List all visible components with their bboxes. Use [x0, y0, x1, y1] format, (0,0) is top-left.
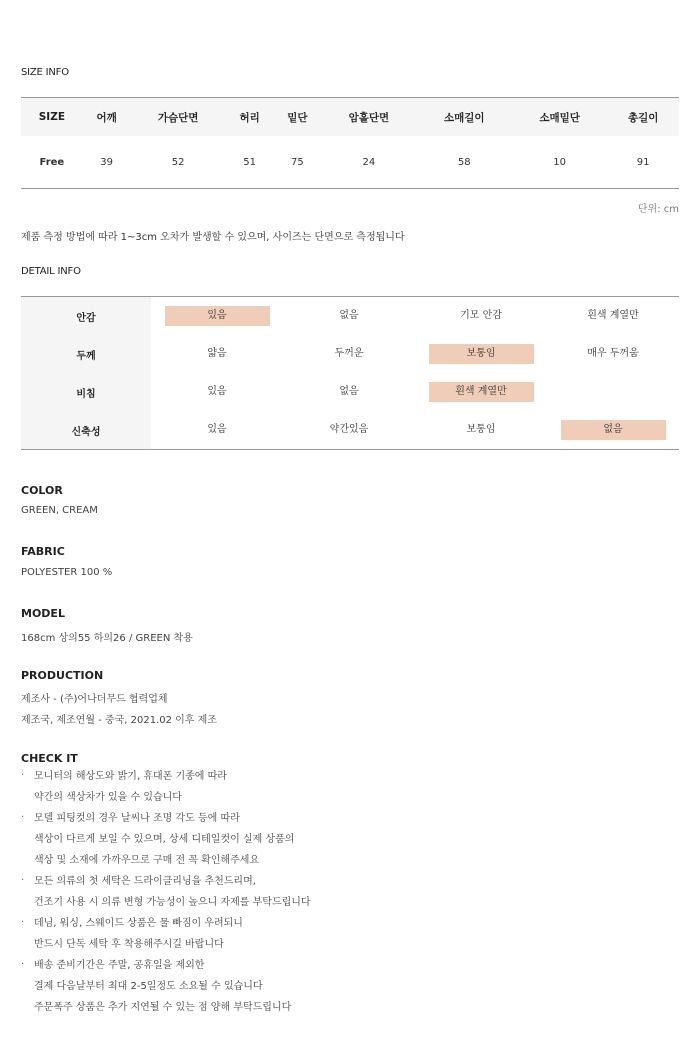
size-table-header-row	[21, 98, 679, 137]
check-line: 반드시 단독 세탁 후 착용해주시길 바랍니다	[34, 939, 224, 950]
detail-option: 기모 안감	[460, 310, 502, 321]
table-row	[21, 136, 679, 189]
size-header-cell: 가슴단면	[130, 98, 225, 137]
table-row	[21, 335, 679, 373]
size-cell: 39	[100, 156, 113, 168]
check-line: 약간의 색상차가 있을 수 있습니다	[34, 792, 182, 803]
color-value: GREEN, CREAM	[21, 505, 98, 516]
list-item	[21, 875, 681, 917]
bullet-dot: ·	[21, 812, 25, 823]
size-cell: 75	[291, 156, 304, 168]
size-cell: 10	[553, 156, 567, 168]
detail-option: 매우 두꺼움	[587, 348, 639, 359]
list-item	[21, 770, 681, 812]
list-item	[21, 917, 681, 959]
model-title: MODEL	[21, 607, 65, 620]
check-line: 모델 피팅컷의 경우 날씨나 조명 각도 등에 따라	[34, 813, 240, 824]
check-line: 데님, 워싱, 스웨이드 상품은 물 빠짐이 우려되니	[34, 918, 243, 929]
detail-option: 흰색 계열만	[429, 382, 534, 402]
detail-option: 없음	[339, 386, 359, 397]
detail-option: 있음	[207, 424, 227, 435]
check-line: 주문폭주 상품은 추가 지연될 수 있는 점 양해 부탁드립니다	[34, 1002, 292, 1013]
detail-option: 두꺼운	[334, 348, 364, 359]
check-line: 배송 준비기간은 주말, 공휴일을 제외한	[34, 960, 205, 971]
check-line: 건조기 사용 시 의류 변형 가능성이 높으니 자제를 부탁드립니다	[34, 897, 311, 908]
list-item	[21, 812, 681, 875]
list-item	[21, 959, 681, 1022]
bullet-dot: ·	[21, 917, 25, 928]
detail-option: 있음	[207, 386, 227, 397]
size-table	[21, 97, 679, 189]
size-header-cell: 총길이	[607, 98, 679, 137]
size-header-cell: 암홀단면	[321, 98, 416, 137]
bullet-dot: ·	[21, 875, 25, 886]
detail-option: 있음	[165, 306, 270, 326]
check-line: 모든 의류의 첫 세탁은 드라이클리닝을 추천드리며,	[34, 876, 256, 887]
detail-option: 없음	[339, 310, 359, 321]
size-header-cell: 소매밑단	[512, 98, 607, 137]
check-line: 색상 및 소재에 가까우므로 구매 전 꼭 확인해주세요	[34, 855, 260, 866]
detail-row-label: 신축성	[21, 411, 151, 450]
detail-row-label: 두께	[21, 335, 151, 373]
detail-option: 약간있음	[329, 424, 369, 435]
color-title: COLOR	[21, 484, 63, 497]
check-it-title: CHECK IT	[21, 752, 78, 765]
size-cell: 58	[457, 156, 471, 168]
detail-table	[21, 296, 679, 450]
detail-option: 보통임	[429, 344, 534, 364]
detail-option: 얇음	[207, 348, 227, 359]
model-value: 168cm 상의55 하의26 / GREEN 착용	[21, 633, 193, 644]
size-cell: 51	[243, 156, 257, 168]
bullet-dot: ·	[21, 770, 25, 781]
detail-option: 보통임	[466, 424, 496, 435]
size-info-title: SIZE INFO	[21, 67, 69, 78]
table-row	[21, 297, 679, 336]
size-header-cell: 소매길이	[417, 98, 512, 137]
size-header-cell: 밑단	[274, 98, 322, 137]
size-cell: 24	[362, 156, 376, 168]
fabric-title: FABRIC	[21, 545, 65, 558]
detail-row-label: 비침	[21, 373, 151, 411]
table-row	[21, 411, 679, 450]
size-header-cell: 어깨	[83, 98, 131, 137]
size-unit-label: 단위: cm	[637, 204, 679, 215]
detail-option: 흰색 계열만	[587, 310, 639, 321]
detail-option	[561, 381, 666, 401]
size-header-cell: 허리	[226, 98, 274, 137]
check-line: 결제 다음날부터 최대 2-5일정도 소요될 수 있습니다	[34, 981, 263, 992]
bullet-dot: ·	[21, 959, 25, 970]
check-line: 모니터의 해상도와 밝기, 휴대폰 기종에 따라	[34, 771, 227, 782]
production-line: 제조사 - (주)어나더무드 협력업체	[21, 694, 168, 705]
table-row	[21, 373, 679, 411]
detail-info-title: DETAIL INFO	[21, 266, 81, 277]
production-line: 제조국, 제조연월 - 중국, 2021.02 이후 제조	[21, 715, 217, 726]
production-title: PRODUCTION	[21, 669, 104, 682]
fabric-value: POLYESTER 100 %	[21, 567, 113, 578]
check-line: 색상이 다르게 보일 수 있으며, 상세 디테일컷이 실제 상품의	[34, 834, 295, 845]
detail-row-label: 안감	[21, 297, 151, 336]
size-cell: 52	[171, 156, 185, 168]
size-cell: Free	[39, 156, 65, 168]
size-cell: 91	[636, 156, 650, 168]
size-header-cell: SIZE	[21, 98, 83, 137]
detail-option: 없음	[561, 420, 666, 440]
check-it-list	[21, 770, 681, 1022]
size-measure-note: 제품 측정 방법에 따라 1~3cm 오차가 발생할 수 있으며, 사이즈는 단면으로 측정됩니다	[21, 232, 405, 243]
